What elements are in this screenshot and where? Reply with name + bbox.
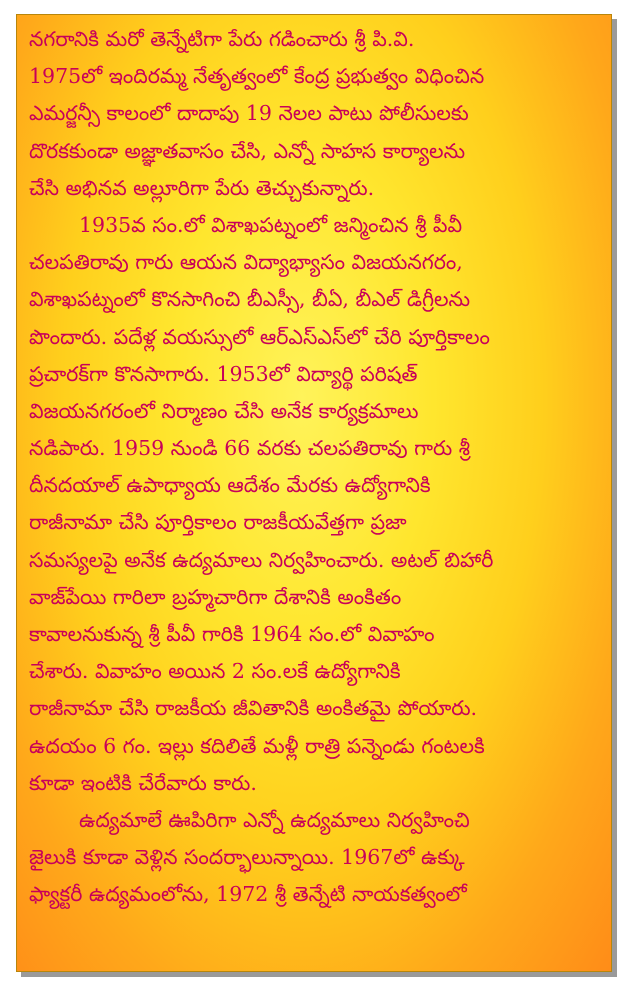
text-line-15: సమస్యలపై అనేక ఉద్యమాలు నిర్వహించారు. అటల్ బిహారీ bbox=[29, 547, 494, 572]
text-line-17: కావాలనుకున్న శ్రీ పీవీ గారికి 1964 సం.లో వివాహం bbox=[29, 622, 435, 646]
text-line-7: చలపతిరావు గారు ఆయన విద్యాభ్యాసం విజయనగరం, bbox=[29, 250, 463, 275]
text-line-1: నగరానికి మరో తెన్నేటిగా పేరు గడించారు శ్రీ పి.వి. bbox=[29, 27, 415, 51]
text-line-18: చేశారు. వివాహం అయిన 2 సం.లకే ఉద్యోగానికి bbox=[29, 659, 401, 684]
text-line-10: ప్రచారక్‌గా కొనసాగారు. 1953లో విద్యార్థి పరిషత్ bbox=[29, 361, 418, 386]
text-line-13: దీనదయాల్ ఉపాధ్యాయ ఆదేశం మేరకు ఉద్యోగానికి bbox=[29, 473, 431, 498]
text-line-24: ఫ్యాక్టరీ ఉద్యమంలోను, 1972 శ్రీ తెన్నేటి నాయకత్వంలో bbox=[29, 882, 467, 907]
text-line-16: వాజ్‌పేయి గారిలా బ్రహ్మచారిగా దేశానికి అంకితం bbox=[29, 584, 402, 609]
text-line-14: రాజీనామా చేసి పూర్తికాలం రాజకీయవేత్తగా ప్రజా bbox=[29, 510, 407, 535]
text-line-23: జైలుకి కూడా వెళ్లిన సందర్భాలున్నాయి. 1967లో ఉక్కు bbox=[29, 845, 465, 870]
text-line-9: పొందారు. పదేళ్ల వయస్సులో ఆర్ఎస్ఎస్‌లో చేరి పూర్తికాలం bbox=[29, 324, 490, 349]
text-line-3: ఎమర్జన్సీ కాలంలో దాదాపు 19 నెలల పాటు పోలీసులకు bbox=[29, 101, 469, 126]
paragraph-2-first-line: 1935వ సం.లో విశాఖపట్నంలో జన్మించిన శ్రీ పీవీ bbox=[79, 212, 463, 237]
text-line-20: ఉదయం 6 గం. ఇల్లు కదిలితే మళ్లీ రాత్రి పన్నెండు గంటలకి bbox=[29, 733, 485, 758]
text-line-8: విశాఖపట్నంలో కొనసాగించి బీఎస్సీ, బీఏ, బీఎల్ డిగ్రీలను bbox=[29, 287, 471, 312]
text-line-2: 1975లో ఇందిరమ్మ నేతృత్వంలో కేంద్ర ప్రభుత్వం విధించిన bbox=[29, 64, 485, 89]
text-line-4: దొరకకుండా అజ్ఞాతవాసం చేసి, ఎన్నో సాహస కార్యాలను bbox=[29, 138, 466, 163]
text-line-5: చేసి అభినవ అల్లూరిగా పేరు తెచ్చుకున్నారు. bbox=[29, 175, 375, 200]
paragraph-3-first-line: ఉద్యమాలే ఊపిరిగా ఎన్నో ఉద్యమాలు నిర్వహించి bbox=[79, 807, 470, 832]
text-line-21: కూడా ఇంటికి చేరేవారు కారు. bbox=[29, 770, 257, 795]
page-frame bbox=[16, 14, 612, 972]
text-line-11: విజయనగరంలో నిర్మాణం చేసి అనేక కార్యక్రమాలు bbox=[29, 398, 419, 423]
text-line-19: రాజీనామా చేసి రాజకీయ జీవితానికి అంకితమై పోయారు. bbox=[29, 696, 478, 721]
text-line-12: నడిపారు. 1959 నుండి 66 వరకు చలపతిరావు గారు శ్రీ bbox=[29, 436, 471, 461]
text-body bbox=[29, 21, 601, 914]
